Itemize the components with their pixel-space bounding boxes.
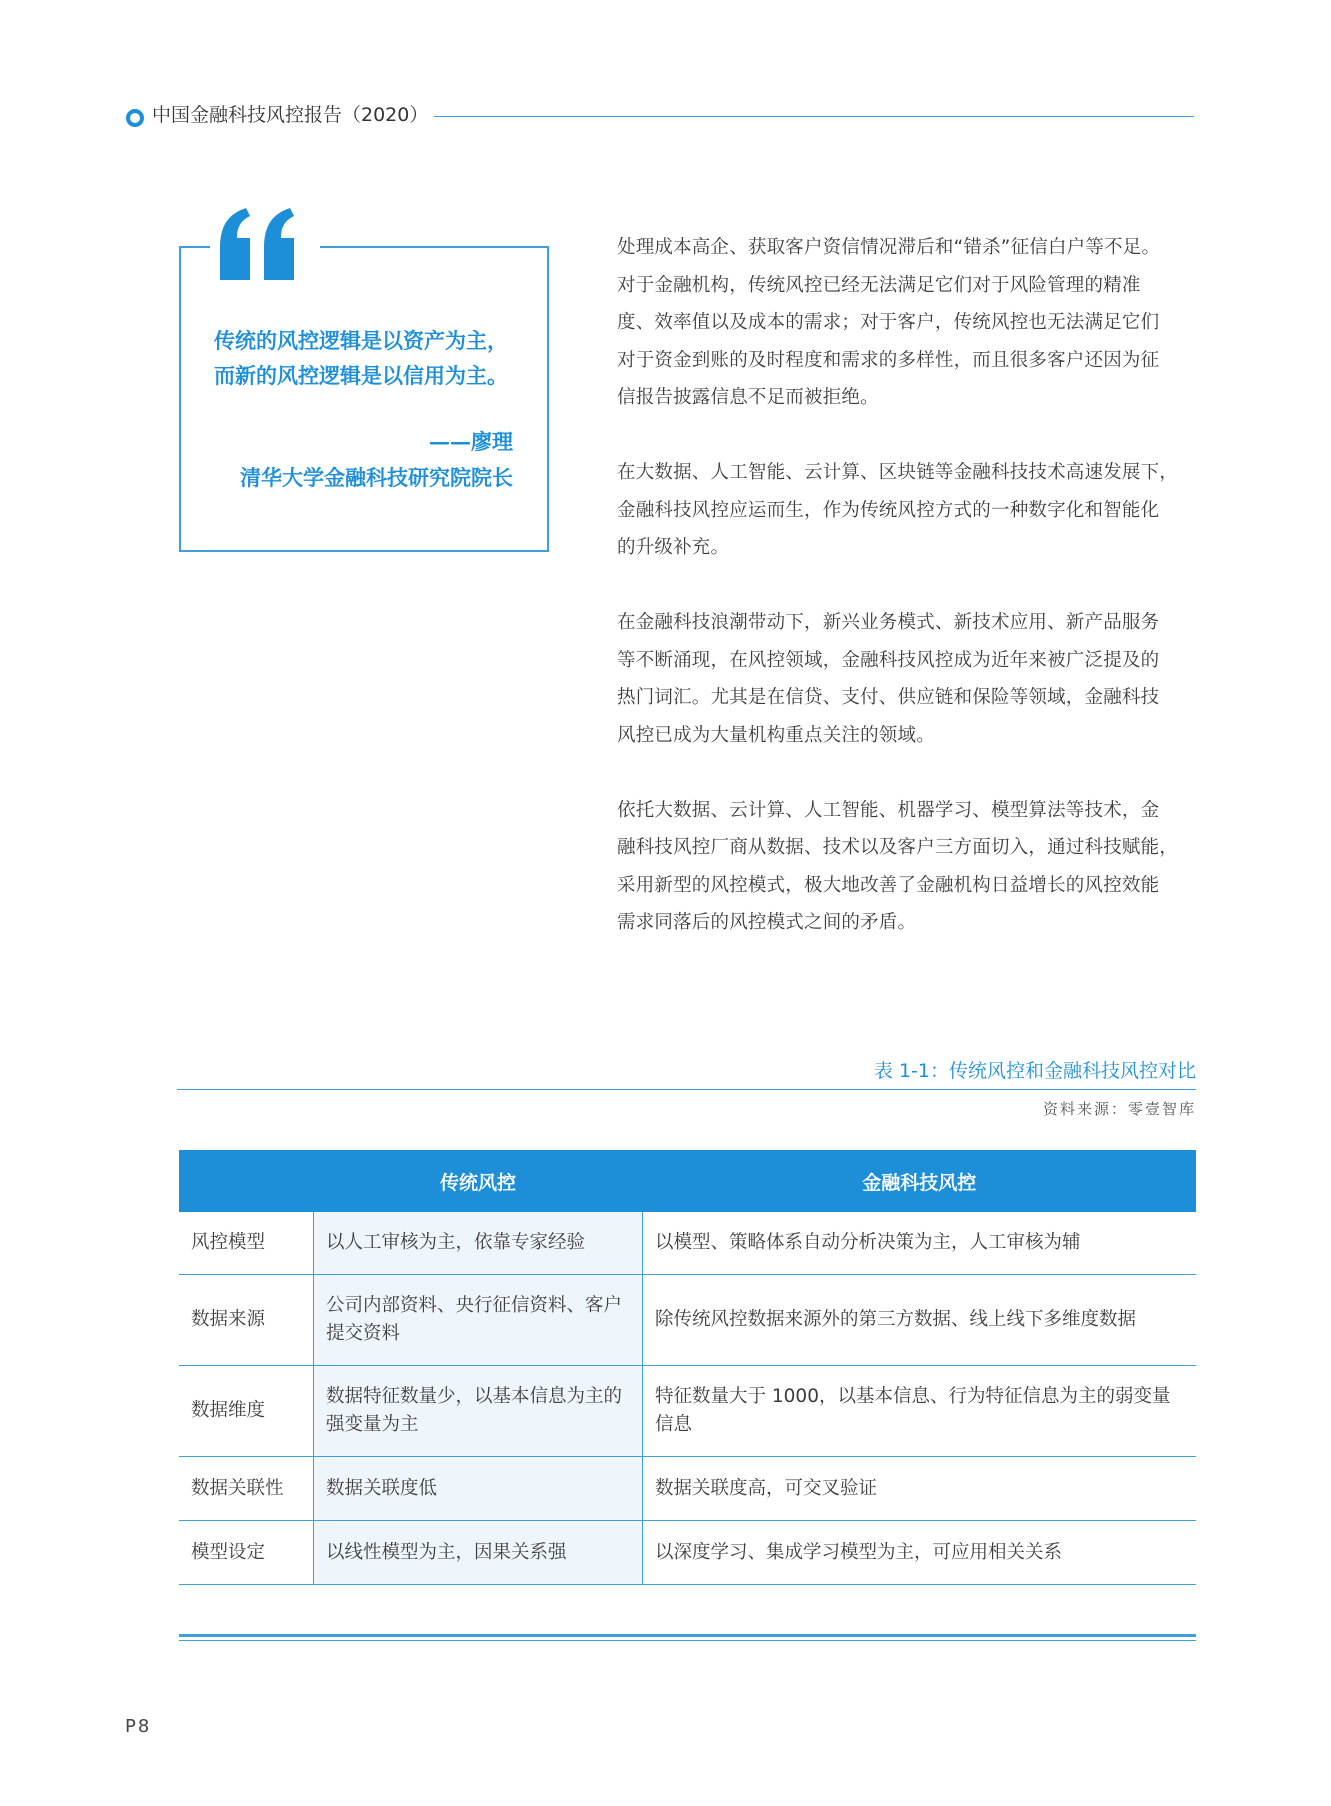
comparison-table: [179, 1150, 1196, 1585]
table-cell: 数据特征数量少，以基本信息为主的强变量为主: [314, 1366, 643, 1457]
table-cell: 模型设定: [179, 1521, 314, 1585]
table-cell: 公司内部资料、央行征信资料、客户提交资料: [314, 1275, 643, 1366]
body-text: [617, 229, 1197, 979]
table-header-cell: 传统风控: [314, 1150, 643, 1212]
table-cell: 特征数量大于 1000，以基本信息、行为特征信息为主的弱变量信息: [643, 1366, 1197, 1457]
paragraph: 依托大数据、云计算、人工智能、机器学习、模型算法等技术，金 融科技风控厂商从数据、技术以及客户三方面切入，通过科技赋能， 采用新型的风控模式，极大地改善了金融机构日益增长的风控效能 需求同落后的风控模式之间的矛盾。: [617, 799, 1179, 933]
quote-author-title: 清华大学金融科技研究院院长: [240, 465, 513, 490]
table-cell: 以线性模型为主，因果关系强: [314, 1521, 643, 1585]
table-row: [179, 1521, 1196, 1585]
table-bottom-rule: [179, 1640, 1196, 1641]
table-row: [179, 1212, 1196, 1275]
page-header: [126, 103, 1194, 133]
table-header-row: [179, 1150, 1196, 1212]
page-number: P8: [125, 1716, 152, 1737]
table-cell: 风控模型: [179, 1212, 314, 1275]
paragraph: 在金融科技浪潮带动下，新兴业务模式、新技术应用、新产品服务 等不断涌现，在风控领域，金融科技风控成为近年来被广泛提及的 热门词汇。尤其是在信贷、支付、供应链和保险等领域，金融科技 风控已成为大量机构重点关注的领域。: [617, 612, 1160, 746]
table-cell: 以人工审核为主，依靠专家经验: [314, 1212, 643, 1275]
quote-author: ——廖理: [429, 429, 513, 454]
quote-line: 传统的风控逻辑是以资产为主，: [214, 328, 508, 353]
table-header-cell: [179, 1150, 314, 1212]
table-cell: 以模型、策略体系自动分析决策为主，人工审核为辅: [643, 1212, 1197, 1275]
table-cell: 数据关联度低: [314, 1457, 643, 1521]
table-cell: 数据维度: [179, 1366, 314, 1457]
table-cell: 数据来源: [179, 1275, 314, 1366]
quote-box: [179, 246, 549, 552]
table-cell: 数据关联度高，可交叉验证: [643, 1457, 1197, 1521]
caption-divider: [177, 1089, 1196, 1090]
quote-line: 而新的风控逻辑是以信用为主。: [214, 363, 508, 388]
table-cell: 数据关联性: [179, 1457, 314, 1521]
table-caption: 表 1-1：传统风控和金融科技风控对比: [873, 1060, 1196, 1082]
table-cell: 以深度学习、集成学习模型为主，可应用相关关系: [643, 1521, 1197, 1585]
paragraph: 在大数据、人工智能、云计算、区块链等金融科技技术高速发展下， 金融科技风控应运而生，作为传统风控方式的一种数字化和智能化 的升级补充。: [617, 462, 1179, 558]
quotation-mark-icon: [216, 206, 300, 280]
table-row: [179, 1366, 1196, 1457]
table-header-cell: 金融科技风控: [643, 1150, 1197, 1212]
quote-text: [214, 323, 534, 393]
table-bottom-rule: [179, 1634, 1196, 1637]
quote-attribution: [240, 424, 513, 496]
header-divider: [434, 116, 1194, 117]
table-row: [179, 1275, 1196, 1366]
table-cell: 除传统风控数据来源外的第三方数据、线上线下多维度数据: [643, 1275, 1197, 1366]
table-source: 资料来源：零壹智库: [1042, 1100, 1196, 1118]
header-circle-icon: [126, 109, 144, 127]
report-title: 中国金融科技风控报告（2020）: [152, 104, 429, 126]
table-row: [179, 1457, 1196, 1521]
paragraph: 处理成本高企、获取客户资信情况滞后和“错杀”征信白户等不足。 对于金融机构，传统风控已经无法满足它们对于风险管理的精准 度、效率值以及成本的需求；对于客户，传统风控也无法满足它们 对于资金到账的及时程度和需求的多样性，而且很多客户还因为征 信报告披露信息不足而被拒绝。: [617, 237, 1161, 408]
